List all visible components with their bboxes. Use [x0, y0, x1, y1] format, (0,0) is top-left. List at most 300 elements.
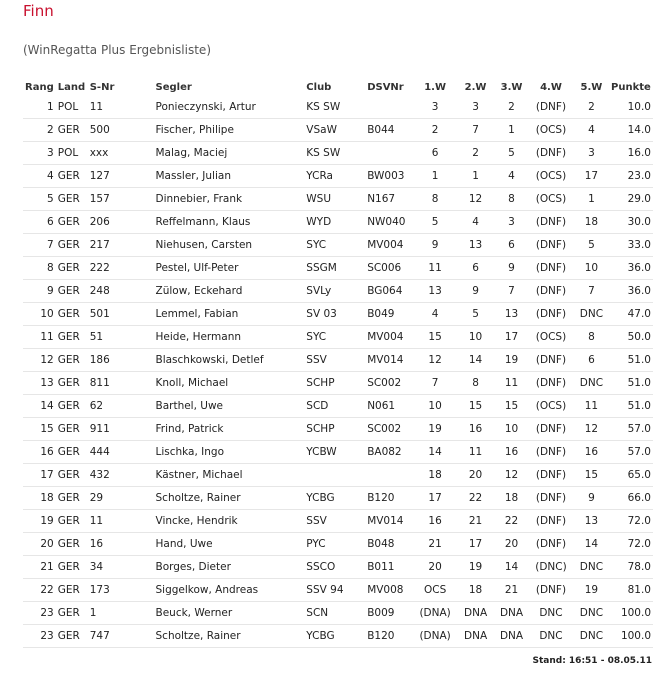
cell-punkte: 72.0 [609, 510, 653, 533]
cell-race-1: 11 [414, 257, 456, 280]
cell-snr: 127 [88, 165, 154, 188]
cell-race-2: 15 [456, 395, 495, 418]
cell-segler: Lemmel, Fabian [154, 303, 305, 326]
header-punkte: Punkte [611, 82, 651, 93]
cell-dsvnr: B048 [365, 533, 414, 556]
table-row [23, 234, 653, 257]
cell-rang: 15 [23, 418, 56, 441]
cell-race-4: (OCS) [528, 188, 574, 211]
cell-race-5: 13 [574, 510, 609, 533]
cell-race-2: 16 [456, 418, 495, 441]
cell-rang: 10 [23, 303, 56, 326]
cell-race-4: (DNF) [528, 441, 574, 464]
page-title: Finn [23, 2, 54, 20]
cell-club: SYC [304, 234, 365, 257]
cell-race-1: 1 [414, 165, 456, 188]
header-row [23, 79, 653, 96]
cell-punkte: 100.0 [609, 625, 653, 648]
cell-race-5: DNC [574, 556, 609, 579]
cell-race-2: 3 [456, 96, 495, 119]
cell-race-2: 20 [456, 464, 495, 487]
cell-punkte: 51.0 [609, 349, 653, 372]
cell-dsvnr: B009 [365, 602, 414, 625]
cell-race-5: 18 [574, 211, 609, 234]
cell-segler: Barthel, Uwe [154, 395, 305, 418]
cell-race-3: 3 [495, 211, 528, 234]
cell-rang: 4 [23, 165, 56, 188]
cell-race-1: 17 [414, 487, 456, 510]
cell-race-5: 8 [574, 326, 609, 349]
cell-race-5: 10 [574, 257, 609, 280]
cell-race-1: 20 [414, 556, 456, 579]
cell-dsvnr: B044 [365, 119, 414, 142]
cell-punkte: 23.0 [609, 165, 653, 188]
table-row [23, 142, 653, 165]
cell-segler: Fischer, Philipe [154, 119, 305, 142]
cell-rang: 17 [23, 464, 56, 487]
cell-race-1: 7 [414, 372, 456, 395]
cell-race-3: 6 [495, 234, 528, 257]
cell-race-2: 22 [456, 487, 495, 510]
cell-snr: 811 [88, 372, 154, 395]
cell-rang: 3 [23, 142, 56, 165]
cell-dsvnr: MV008 [365, 579, 414, 602]
cell-race-2: 7 [456, 119, 495, 142]
header-race-4: 4.W [540, 82, 562, 93]
cell-snr: 911 [88, 418, 154, 441]
cell-race-5: 2 [574, 96, 609, 119]
cell-snr: 206 [88, 211, 154, 234]
cell-land: GER [56, 579, 88, 602]
cell-land: GER [56, 165, 88, 188]
cell-race-3: 20 [495, 533, 528, 556]
cell-dsvnr: BG064 [365, 280, 414, 303]
cell-race-1: 6 [414, 142, 456, 165]
cell-land: GER [56, 395, 88, 418]
cell-dsvnr: BA082 [365, 441, 414, 464]
cell-dsvnr: B120 [365, 625, 414, 648]
cell-club [304, 464, 365, 487]
cell-race-3: DNA [495, 602, 528, 625]
cell-race-3: 5 [495, 142, 528, 165]
cell-dsvnr: N061 [365, 395, 414, 418]
cell-club: SCHP [304, 418, 365, 441]
cell-race-3: 16 [495, 441, 528, 464]
cell-segler: Ponieczynski, Artur [154, 96, 305, 119]
cell-segler: Siggelkow, Andreas [154, 579, 305, 602]
table-row [23, 165, 653, 188]
results-table [23, 79, 653, 648]
cell-punkte: 33.0 [609, 234, 653, 257]
cell-club: YCBG [304, 487, 365, 510]
cell-dsvnr: SC006 [365, 257, 414, 280]
cell-snr: 248 [88, 280, 154, 303]
cell-land: GER [56, 625, 88, 648]
cell-punkte: 51.0 [609, 395, 653, 418]
timestamp: Stand: 16:51 - 08.05.11 [532, 656, 652, 666]
cell-race-3: 12 [495, 464, 528, 487]
cell-punkte: 16.0 [609, 142, 653, 165]
results-table-body [23, 96, 653, 648]
cell-dsvnr: MV014 [365, 510, 414, 533]
cell-race-2: 9 [456, 280, 495, 303]
page-subtitle: (WinRegatta Plus Ergebnisliste) [23, 43, 211, 57]
cell-race-3: 18 [495, 487, 528, 510]
cell-punkte: 65.0 [609, 464, 653, 487]
cell-race-2: DNA [456, 625, 495, 648]
cell-club: YCBW [304, 441, 365, 464]
cell-dsvnr: N167 [365, 188, 414, 211]
cell-race-3: 2 [495, 96, 528, 119]
table-row [23, 349, 653, 372]
cell-race-3: 4 [495, 165, 528, 188]
cell-land: GER [56, 533, 88, 556]
cell-rang: 7 [23, 234, 56, 257]
cell-race-3: 10 [495, 418, 528, 441]
cell-race-4: (DNF) [528, 464, 574, 487]
cell-rang: 12 [23, 349, 56, 372]
cell-race-1: 13 [414, 280, 456, 303]
cell-land: POL [56, 96, 88, 119]
cell-race-4: DNC [528, 602, 574, 625]
cell-snr: 186 [88, 349, 154, 372]
cell-race-3: 13 [495, 303, 528, 326]
cell-club: WYD [304, 211, 365, 234]
cell-dsvnr [365, 464, 414, 487]
table-row [23, 487, 653, 510]
cell-race-4: (DNF) [528, 280, 574, 303]
cell-land: GER [56, 211, 88, 234]
cell-snr: 444 [88, 441, 154, 464]
cell-punkte: 30.0 [609, 211, 653, 234]
cell-race-1: 4 [414, 303, 456, 326]
cell-rang: 20 [23, 533, 56, 556]
cell-punkte: 36.0 [609, 280, 653, 303]
cell-snr: 51 [88, 326, 154, 349]
cell-punkte: 72.0 [609, 533, 653, 556]
cell-club: SSV [304, 510, 365, 533]
header-race-1: 1.W [424, 82, 447, 93]
header-club: Club [306, 82, 332, 93]
cell-snr: 500 [88, 119, 154, 142]
cell-snr: 1 [88, 602, 154, 625]
header-segler: Segler [155, 82, 192, 93]
cell-punkte: 51.0 [609, 372, 653, 395]
cell-rang: 2 [23, 119, 56, 142]
cell-club: SSGM [304, 257, 365, 280]
cell-race-1: 19 [414, 418, 456, 441]
cell-race-3: DNA [495, 625, 528, 648]
cell-segler: Blaschkowski, Detlef [154, 349, 305, 372]
cell-race-4: (DNF) [528, 142, 574, 165]
cell-land: GER [56, 372, 88, 395]
cell-club: SSV [304, 349, 365, 372]
cell-race-4: (DNC) [528, 556, 574, 579]
cell-dsvnr: SC002 [365, 372, 414, 395]
cell-dsvnr [365, 96, 414, 119]
cell-race-5: DNC [574, 372, 609, 395]
cell-club: YCRa [304, 165, 365, 188]
cell-snr: 157 [88, 188, 154, 211]
cell-race-2: 11 [456, 441, 495, 464]
cell-race-3: 19 [495, 349, 528, 372]
table-row [23, 602, 653, 625]
cell-race-5: 3 [574, 142, 609, 165]
cell-land: GER [56, 556, 88, 579]
cell-race-5: 15 [574, 464, 609, 487]
cell-race-3: 11 [495, 372, 528, 395]
header-race-5: 5.W [580, 82, 603, 93]
cell-race-2: 21 [456, 510, 495, 533]
cell-club: SV 03 [304, 303, 365, 326]
table-row [23, 257, 653, 280]
table-row [23, 395, 653, 418]
cell-land: GER [56, 487, 88, 510]
table-row [23, 96, 653, 119]
cell-segler: Niehusen, Carsten [154, 234, 305, 257]
cell-punkte: 57.0 [609, 441, 653, 464]
cell-segler: Vincke, Hendrik [154, 510, 305, 533]
cell-snr: 222 [88, 257, 154, 280]
header-snr: S-Nr [89, 82, 115, 93]
cell-segler: Reffelmann, Klaus [154, 211, 305, 234]
cell-land: GER [56, 257, 88, 280]
cell-race-2: 13 [456, 234, 495, 257]
cell-rang: 18 [23, 487, 56, 510]
table-row [23, 188, 653, 211]
cell-race-1: 14 [414, 441, 456, 464]
cell-club: SCD [304, 395, 365, 418]
cell-race-1: 8 [414, 188, 456, 211]
cell-dsvnr: MV014 [365, 349, 414, 372]
cell-land: GER [56, 234, 88, 257]
cell-race-4: (DNF) [528, 211, 574, 234]
cell-dsvnr: NW040 [365, 211, 414, 234]
cell-race-5: 12 [574, 418, 609, 441]
cell-dsvnr: SC002 [365, 418, 414, 441]
cell-race-3: 14 [495, 556, 528, 579]
table-row [23, 441, 653, 464]
cell-race-2: 12 [456, 188, 495, 211]
cell-race-4: (DNF) [528, 234, 574, 257]
cell-race-1: 9 [414, 234, 456, 257]
cell-race-2: 5 [456, 303, 495, 326]
cell-race-1: 18 [414, 464, 456, 487]
cell-snr: 217 [88, 234, 154, 257]
cell-segler: Frind, Patrick [154, 418, 305, 441]
cell-rang: 5 [23, 188, 56, 211]
cell-race-4: (DNF) [528, 579, 574, 602]
cell-race-2: 10 [456, 326, 495, 349]
table-row [23, 211, 653, 234]
cell-club: PYC [304, 533, 365, 556]
cell-segler: Massler, Julian [154, 165, 305, 188]
cell-snr: 501 [88, 303, 154, 326]
cell-rang: 19 [23, 510, 56, 533]
cell-race-2: 17 [456, 533, 495, 556]
cell-segler: Zülow, Eckehard [154, 280, 305, 303]
cell-race-1: 2 [414, 119, 456, 142]
cell-rang: 14 [23, 395, 56, 418]
cell-race-3: 8 [495, 188, 528, 211]
cell-punkte: 78.0 [609, 556, 653, 579]
cell-rang: 23 [23, 602, 56, 625]
table-row [23, 556, 653, 579]
cell-race-1: 16 [414, 510, 456, 533]
cell-land: GER [56, 464, 88, 487]
cell-punkte: 36.0 [609, 257, 653, 280]
cell-race-4: (OCS) [528, 119, 574, 142]
cell-race-4: (OCS) [528, 395, 574, 418]
cell-snr: 29 [88, 487, 154, 510]
cell-land: GER [56, 602, 88, 625]
cell-race-5: 7 [574, 280, 609, 303]
cell-race-1: 3 [414, 96, 456, 119]
cell-club: KS SW [304, 96, 365, 119]
table-row [23, 119, 653, 142]
cell-race-4: (DNF) [528, 303, 574, 326]
cell-land: GER [56, 303, 88, 326]
table-row [23, 625, 653, 648]
cell-race-5: 16 [574, 441, 609, 464]
cell-race-2: 1 [456, 165, 495, 188]
cell-race-5: DNC [574, 303, 609, 326]
cell-segler: Dinnebier, Frank [154, 188, 305, 211]
cell-segler: Scholtze, Rainer [154, 625, 305, 648]
cell-race-2: 4 [456, 211, 495, 234]
cell-race-4: (DNF) [528, 510, 574, 533]
cell-race-4: (DNF) [528, 257, 574, 280]
cell-dsvnr: B120 [365, 487, 414, 510]
cell-segler: Knoll, Michael [154, 372, 305, 395]
cell-race-5: 14 [574, 533, 609, 556]
cell-club: SCN [304, 602, 365, 625]
table-row [23, 326, 653, 349]
cell-race-2: 18 [456, 579, 495, 602]
cell-race-1: (DNA) [414, 602, 456, 625]
cell-race-1: 10 [414, 395, 456, 418]
cell-race-2: 8 [456, 372, 495, 395]
cell-race-5: 9 [574, 487, 609, 510]
cell-rang: 1 [23, 96, 56, 119]
cell-race-3: 1 [495, 119, 528, 142]
cell-race-5: 11 [574, 395, 609, 418]
cell-snr: 11 [88, 510, 154, 533]
cell-snr: 747 [88, 625, 154, 648]
cell-race-5: 17 [574, 165, 609, 188]
cell-rang: 11 [23, 326, 56, 349]
cell-rang: 13 [23, 372, 56, 395]
cell-segler: Scholtze, Rainer [154, 487, 305, 510]
cell-club: SSCO [304, 556, 365, 579]
cell-segler: Kästner, Michael [154, 464, 305, 487]
table-row [23, 280, 653, 303]
cell-dsvnr: MV004 [365, 234, 414, 257]
table-row [23, 418, 653, 441]
cell-punkte: 81.0 [609, 579, 653, 602]
cell-land: GER [56, 349, 88, 372]
cell-race-5: DNC [574, 625, 609, 648]
cell-dsvnr [365, 142, 414, 165]
cell-land: GER [56, 188, 88, 211]
cell-race-5: DNC [574, 602, 609, 625]
cell-segler: Heide, Hermann [154, 326, 305, 349]
cell-race-3: 22 [495, 510, 528, 533]
cell-segler: Pestel, Ulf-Peter [154, 257, 305, 280]
cell-race-5: 5 [574, 234, 609, 257]
cell-club: VSaW [304, 119, 365, 142]
cell-segler: Beuck, Werner [154, 602, 305, 625]
cell-club: YCBG [304, 625, 365, 648]
cell-land: GER [56, 326, 88, 349]
cell-club: WSU [304, 188, 365, 211]
cell-race-2: 6 [456, 257, 495, 280]
cell-race-4: DNC [528, 625, 574, 648]
cell-punkte: 66.0 [609, 487, 653, 510]
table-row [23, 464, 653, 487]
cell-dsvnr: MV004 [365, 326, 414, 349]
cell-club: SVLy [304, 280, 365, 303]
cell-race-4: (DNF) [528, 487, 574, 510]
cell-race-1: 15 [414, 326, 456, 349]
cell-snr: 62 [88, 395, 154, 418]
cell-dsvnr: BW003 [365, 165, 414, 188]
cell-rang: 6 [23, 211, 56, 234]
cell-club: SYC [304, 326, 365, 349]
cell-snr: 432 [88, 464, 154, 487]
table-row [23, 303, 653, 326]
cell-race-2: 2 [456, 142, 495, 165]
cell-punkte: 14.0 [609, 119, 653, 142]
cell-race-4: (DNF) [528, 349, 574, 372]
cell-club: SCHP [304, 372, 365, 395]
table-row [23, 510, 653, 533]
cell-land: GER [56, 418, 88, 441]
cell-race-5: 4 [574, 119, 609, 142]
cell-land: GER [56, 280, 88, 303]
cell-land: GER [56, 441, 88, 464]
cell-race-1: (DNA) [414, 625, 456, 648]
header-race-2: 2.W [464, 82, 487, 93]
cell-race-4: (OCS) [528, 165, 574, 188]
cell-segler: Lischka, Ingo [154, 441, 305, 464]
cell-race-1: 5 [414, 211, 456, 234]
table-row [23, 372, 653, 395]
cell-punkte: 10.0 [609, 96, 653, 119]
cell-rang: 23 [23, 625, 56, 648]
cell-race-3: 15 [495, 395, 528, 418]
cell-club: KS SW [304, 142, 365, 165]
cell-dsvnr: B049 [365, 303, 414, 326]
cell-snr: 11 [88, 96, 154, 119]
header-rang: Rang [25, 82, 54, 93]
cell-dsvnr: B011 [365, 556, 414, 579]
cell-race-5: 6 [574, 349, 609, 372]
cell-race-2: 19 [456, 556, 495, 579]
cell-segler: Malag, Maciej [154, 142, 305, 165]
cell-snr: 34 [88, 556, 154, 579]
cell-rang: 22 [23, 579, 56, 602]
cell-rang: 8 [23, 257, 56, 280]
cell-race-4: (DNF) [528, 372, 574, 395]
cell-race-4: (DNF) [528, 96, 574, 119]
cell-rang: 21 [23, 556, 56, 579]
cell-punkte: 47.0 [609, 303, 653, 326]
cell-land: GER [56, 119, 88, 142]
cell-snr: xxx [88, 142, 154, 165]
cell-punkte: 57.0 [609, 418, 653, 441]
cell-punkte: 50.0 [609, 326, 653, 349]
